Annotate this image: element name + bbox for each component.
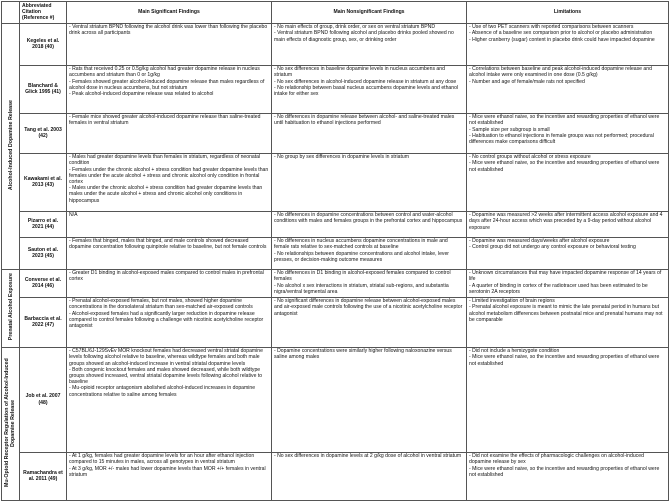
findings-table [1, 1, 669, 501]
main-findings-cell: - Female mice showed greater alcohol-induced dopamine release than saline-treated females in ventral striatum [67, 113, 272, 153]
main-findings-cell: - Females that binged, males that binged, and male controls showed decreased dopamine concentration following quinpirole relative to baseline, but not female controls [67, 237, 272, 269]
table-row [2, 23, 669, 65]
table-row [2, 237, 669, 269]
table-row [2, 297, 669, 347]
table-row [2, 269, 669, 297]
main-findings-cell: - Greater D1 binding in alcohol-exposed males compared to control males in prefrontal cortex [67, 269, 272, 297]
section-label: Prenatal Alcohol Exposure [7, 273, 14, 341]
table-row [2, 65, 669, 113]
main-findings-cell: - C57BL/6J-129SvEv MOR knockout females had decreased ventral striatal dopamine levels following alcohol relative to baseline, whereas wildtype females and both male groups showed an alcohol-induced increase in ventral striatal dopamine levels - Both congenic knockout females and males showed decreased, while both wildtype groups showed increased, ventral striatal dopamine levels following alcohol relative to baseline - Mu-opioid receptor antagonism abolished alcohol-induced increases in dopamine concentrations relative to saline among females [67, 347, 272, 452]
table-row [2, 347, 669, 452]
section-cell-alcohol-dopamine [2, 23, 20, 269]
citation-cell: Kegeles et al. 2018 (40) [20, 23, 67, 65]
nonsig-findings-cell: - No differences in nucleus accumbens dopamine concentrations in male and female rats relative to sex-matched controls at baseline - No relationships between dopamine concentrations and alcohol intake, lever presses, or decision-making outcome measures [272, 237, 467, 269]
main-findings-cell: - Males had greater dopamine levels than females in striatum, regardless of neonatal condition - Females under the chronic alcohol + stress condition had greater dopamine levels than females under the acute alcohol + stress and chronic alcohol only condition in frontal cortex - Males under the chronic alcohol + stress condition had greater dopamine levels than males under the acute alcohol + stress and chronic alcohol only conditions in hippocampus [67, 153, 272, 211]
limitations-cell: - Use of two PET scanners with reported comparisons between scanners - Absence of a baseline sex comparison prior to alcohol or placebo administration - Higher cranberry (sugar) content in placebo drink could have impacted dopamine [467, 23, 669, 65]
nonsig-findings-cell: - No differences in D1 binding in alcohol-exposed females compared to control females - No alcohol x sex interactions in striatum, striatal sub-regions, and substantia nigra/ventral tegmental area [272, 269, 467, 297]
nonsig-findings-cell: - No group by sex differences in dopamine levels in striatum [272, 153, 467, 211]
citation-cell: Pizarro et al. 2021 (44) [20, 211, 67, 237]
table-row [2, 452, 669, 500]
limitations-cell: - Did not examine the effects of pharmacologic challenges on alcohol-induced dopamine release by sex - Mice were ethanol naive, so the incentive and rewarding properties of ethanol were not established [467, 452, 669, 500]
header-nonsignificant-findings: Main Nonsignificant Findings [272, 2, 467, 24]
limitations-cell: - Did not include a hemizygote condition - Mice were ethanol naive, so the incentive and rewarding properties of ethanol were not established [467, 347, 669, 452]
main-findings-cell: - At 1 g/kg, females had greater dopamine levels for an hour after ethanol injection compared to 15 minutes in males, across all genotypes in ventral striatum - At 3 g/kg, MOR +/- males had lower dopamine levels than MOR +/+ females in ventral striatum [67, 452, 272, 500]
citation-cell: Kawakami et al. 2013 (43) [20, 153, 67, 211]
main-findings-cell: - Prenatal alcohol-exposed females, but not males, showed higher dopamine concentrations in the dorsolateral striatum than sex-matched air-exposed controls - Alcohol-exposed females had a significantly larger reduction in dopamine release compared to control females following a challenge with nicotinic acetylcholine receptor antagonist [67, 297, 272, 347]
nonsig-findings-cell: - Dopamine concentrations were similarly higher following naloxonazine versus saline among males [272, 347, 467, 452]
citation-cell: Converse et al. 2014 (46) [20, 269, 67, 297]
nonsig-findings-cell: - No differences in dopamine concentrations between control and water-alcohol conditions with males and females groups in the prefrontal cortex and hippocampus [272, 211, 467, 237]
nonsig-findings-cell: - No main effects of group, drink order, or sex on ventral striatum BPND - Ventral striatum BPND following alcohol and placebo drinks pooled showed no main effects of diagnostic group, sex, or drinking order [272, 23, 467, 65]
section-cell-prenatal-exposure [2, 269, 20, 347]
table-row [2, 113, 669, 153]
limitations-cell: - Unknown circumstances that may have impacted dopamine response of 14 years of life - A quarter of binding in cortex of the radiotracer used has been estimated to be serotonin 2A receptors [467, 269, 669, 297]
table-row [2, 211, 669, 237]
limitations-cell: - Dopamine was measured >2 weeks after intermittent access alcohol exposure and 4 days after 24-hour access which was preceded by a 9-day period without alcohol exposure [467, 211, 669, 237]
main-findings-cell: - Ventral striatum BPND following the alcohol drink was lower than following the placebo drink across all participants [67, 23, 272, 65]
nonsig-findings-cell: - No differences in dopamine release between alcohol- and saline-treated males until habituation to ethanol injections performed [272, 113, 467, 153]
citation-cell: Tang et al. 2003 (42) [20, 113, 67, 153]
main-findings-cell: N/A [67, 211, 272, 237]
table-row [2, 153, 669, 211]
header-main-findings: Main Significant Findings [67, 2, 272, 24]
citation-cell: Sauton et al. 2023 (45) [20, 237, 67, 269]
limitations-cell: - Correlations between baseline and peak alcohol-induced dopamine release and alcohol intake were only examined in one dose (0.5 g/kg) - Number and age of female/male rats not specified [467, 65, 669, 113]
limitations-cell: - Limited investigation of brain regions - Prenatal alcohol exposure is meant to mimic the late prenatal period in humans but alcohol metabolism differences between postnatal mice and prenatal humans may not be comparable [467, 297, 669, 347]
nonsig-findings-cell: - No sex differences in dopamine levels at 2 g/kg dose of alcohol in ventral striatum [272, 452, 467, 500]
citation-cell: Barbaccia et al. 2022 (47) [20, 297, 67, 347]
nonsig-findings-cell: - No significant differences in dopamine release between alcohol-exposed males and air-exposed male controls following the use of a nicotinic acetylcholine receptor antagonist [272, 297, 467, 347]
section-label: Mu-Opioid Receptor Regulation of Alcohol-Induced Dopamine Release [3, 358, 16, 487]
limitations-cell: - No control groups without alcohol or stress exposure - Mice were ethanol naive, so the incentive and rewarding properties of ethanol were not established [467, 153, 669, 211]
limitations-cell: - Dopamine was measured days/weeks after alcohol exposure - Control group did not undergo any control exposure or behavioral testing [467, 237, 669, 269]
citation-cell: Blanchard & Glick 1995 (41) [20, 65, 67, 113]
citation-cell: Job et al. 2007 (48) [20, 347, 67, 452]
header-row [2, 2, 669, 24]
nonsig-findings-cell: - No sex differences in baseline dopamine levels in nucleus accumbens and striatum - No sex differences in alcohol-induced dopamine release in striatum at any dose - No relationship between basal nucleus accumbens dopamine levels and ethanol intake for either sex [272, 65, 467, 113]
header-limitations: Limitations [467, 2, 669, 24]
limitations-cell: - Mice were ethanol naive, so the incentive and rewarding properties of ethanol were not established - Sample size per subgroup is small - Habituation to ethanol injections in female groups was not performed; procedural differences make comparisons difficult [467, 113, 669, 153]
header-section [2, 2, 20, 24]
main-findings-cell: - Rats that received 0.25 or 0.5g/kg alcohol had greater dopamine release in nucleus accumbens and striatum than 0 or 1g/kg - Females showed greater alcohol-induced dopamine release than males regardless of alcohol dose in nucleus accumbens, but not striatum - Peak alcohol-induced dopamine release was related to alcohol [67, 65, 272, 113]
citation-cell: Ramachandra et al. 2011 (49) [20, 452, 67, 500]
section-label: Alcohol-Induced Dopamine Release [7, 99, 14, 191]
header-abbreviated-citation: Abbreviated Citation (Reference #) [20, 2, 67, 24]
section-cell-mu-opioid [2, 347, 20, 500]
